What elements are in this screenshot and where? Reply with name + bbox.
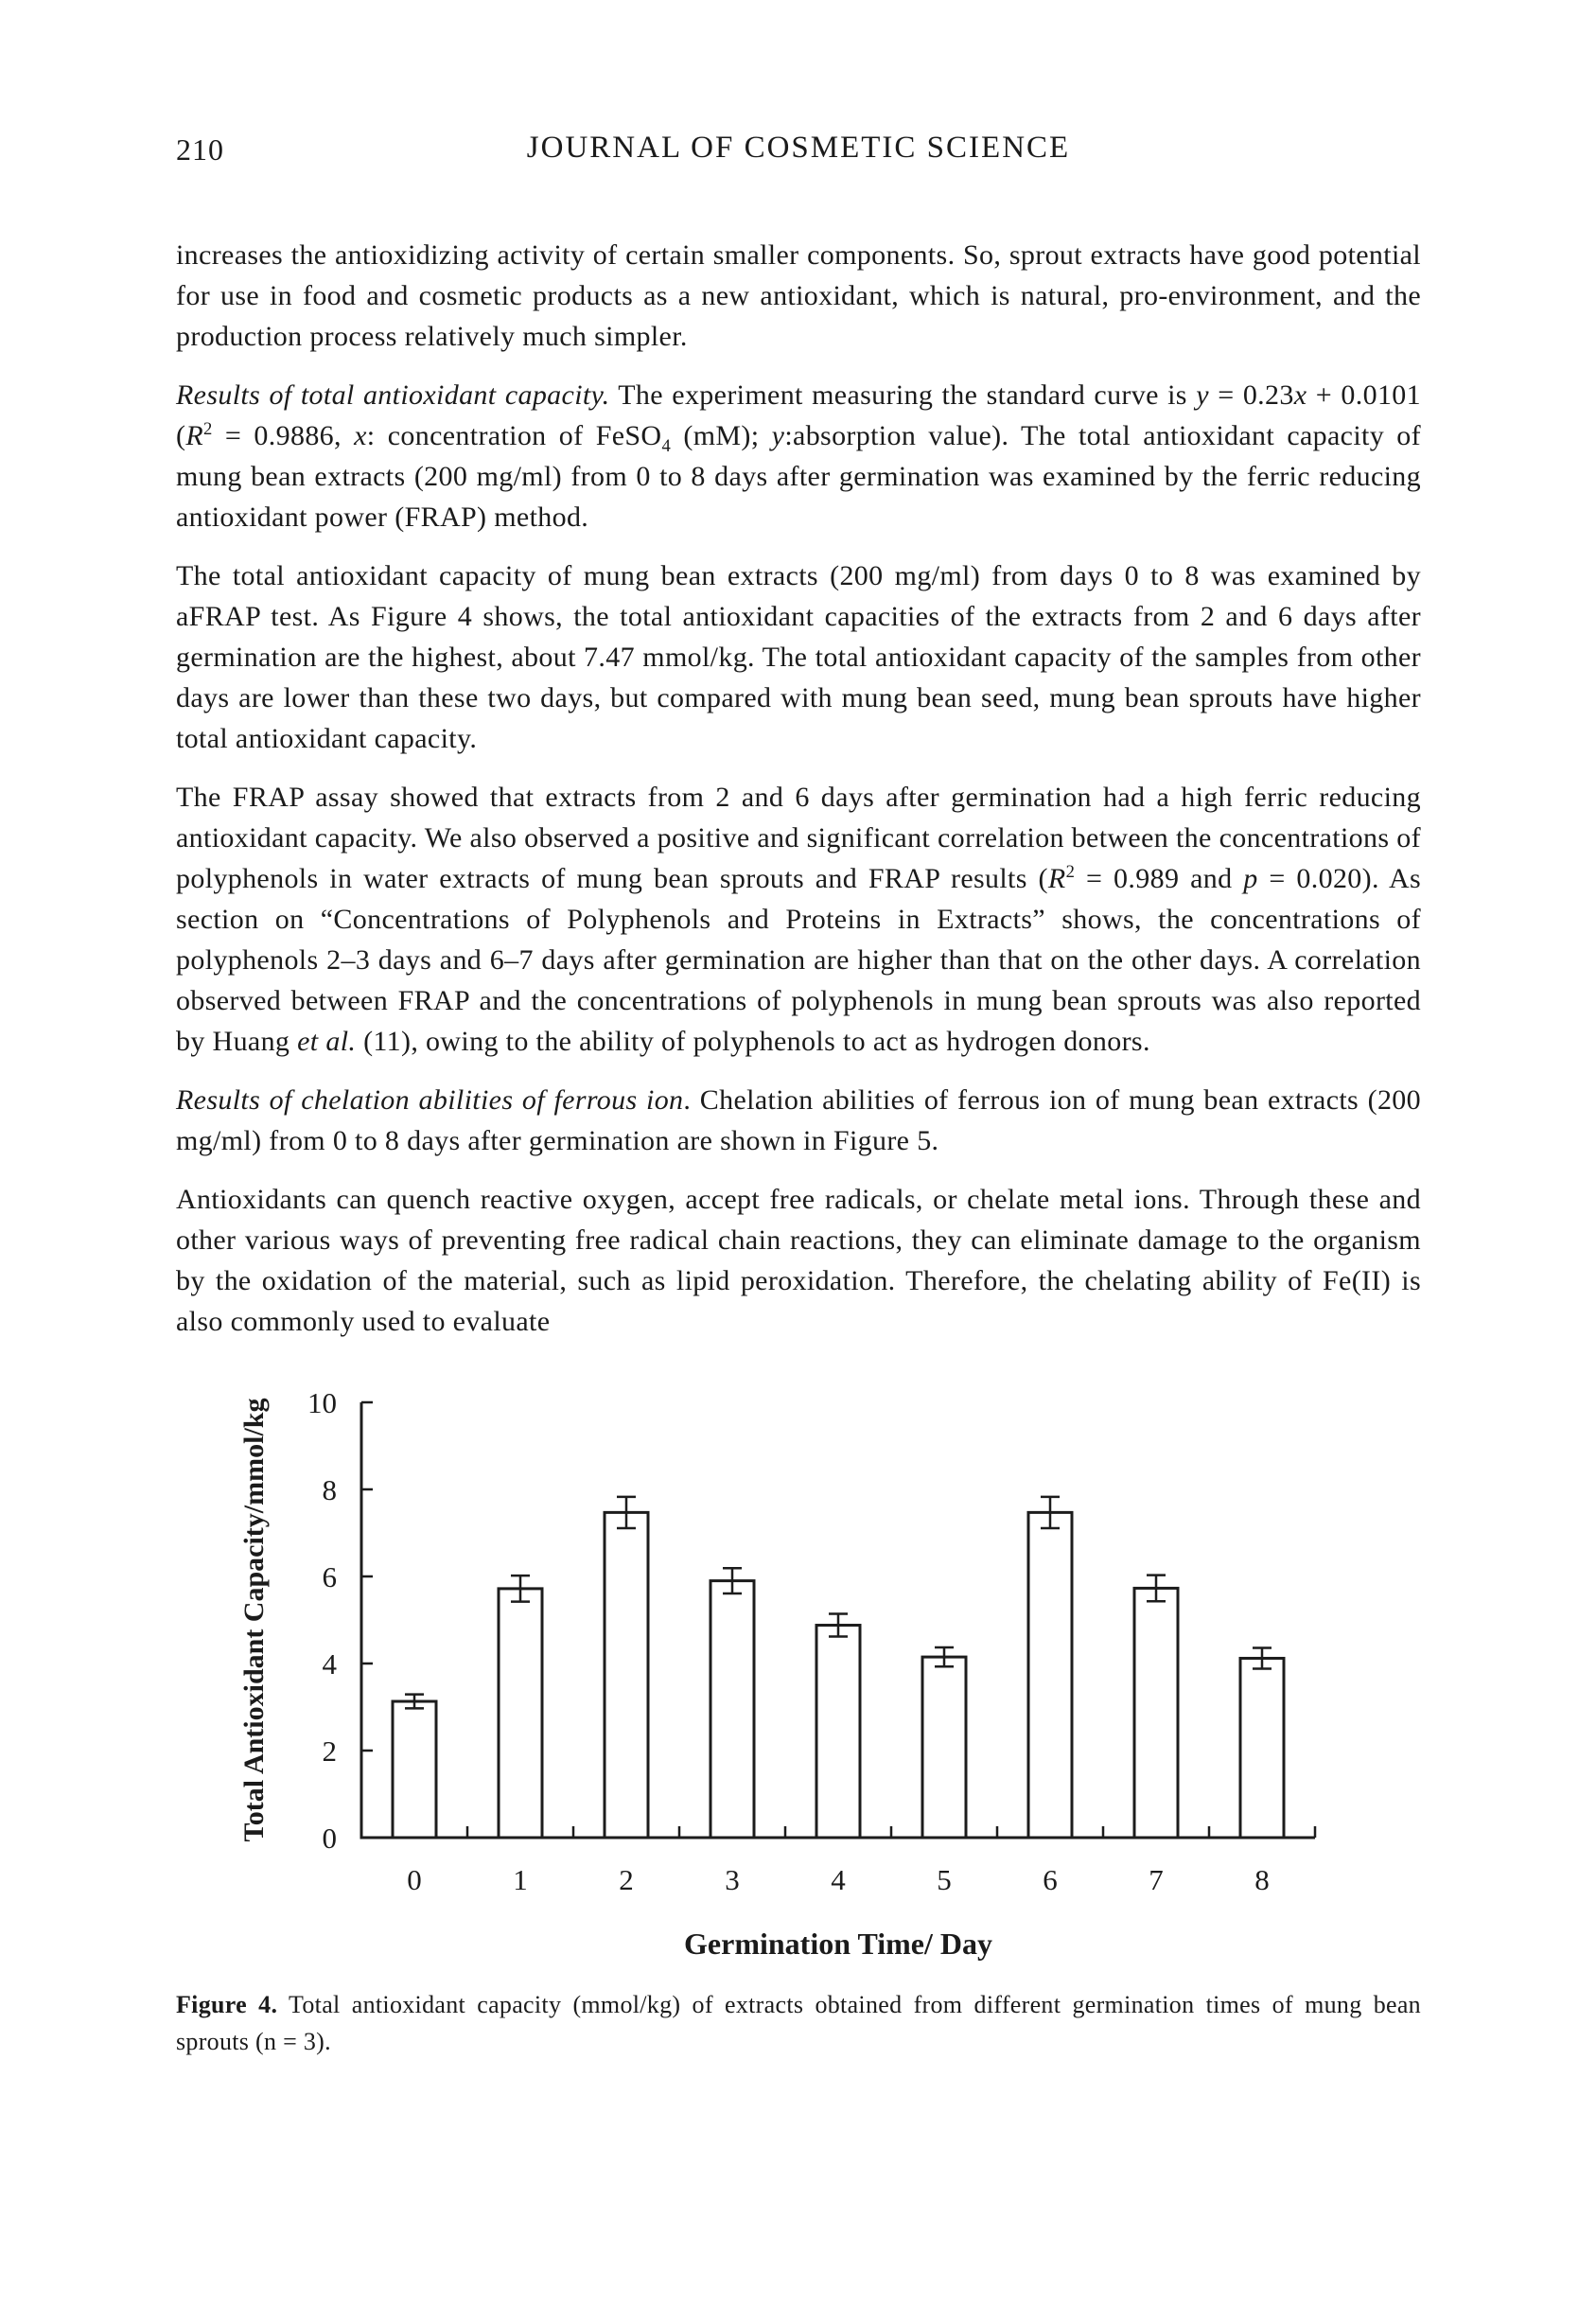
- x-tick-label-6: 6: [1043, 1863, 1058, 1896]
- figure-caption-text: Total antioxidant capacity (mmol/kg) of extracts obtained from different germination times of mung bean sprouts (n = 3).: [176, 1991, 1421, 2055]
- bar-day-5: [922, 1657, 966, 1838]
- body-paragraph-2: Results of total antioxidant capacity. The experiment measuring the standard curve is y = 0.23x + 0.0101 ($R^2 = 0.9886$, x: concentration of FeSO$_4$ (mM); y:absorption value). The total antioxidant capacity of mung bean extracts (200 mg/ml) from 0 to 8 days after germination was examined by the ferric reducing antioxidant power (FRAP) method.: [176, 379, 1421, 533]
- figure4-bar-chart: [235, 1383, 1389, 1968]
- x-tick-label-4: 4: [831, 1863, 846, 1896]
- body-paragraph-5: Results of chelation abilities of ferrous ion. Chelation abilities of ferrous ion of mung bean extracts (200 mg/ml) from 0 to 8 days after germination are shown in Figure 5.: [176, 1084, 1421, 1156]
- body-paragraph-1: increases the antioxidizing activity of certain smaller components. So, sprout extracts have good potential for use in food and cosmetic products as a new antioxidant, which is natural, pro-environment, and the production process relatively much simpler.: [176, 239, 1421, 352]
- bar-day-8: [1240, 1658, 1284, 1838]
- body-paragraph-3: The total antioxidant capacity of mung bean extracts (200 mg/ml) from days 0 to 8 was examined by aFRAP test. As Figure 4 shows, the total antioxidant capacities of the extracts from 2 and 6 days after germination are the highest, about 7.47 mmol/kg. The total antioxidant capacity of the samples from other days are lower than these two days, but compared with mung bean seed, mung bean sprouts have higher total antioxidant capacity.: [176, 560, 1421, 754]
- y-tick-label-2: 2: [322, 1734, 337, 1768]
- bar-day-0: [393, 1701, 436, 1838]
- bar-day-1: [499, 1589, 542, 1838]
- x-tick-label-7: 7: [1149, 1863, 1164, 1896]
- body-paragraph-6: Antioxidants can quench reactive oxygen, accept free radicals, or chelate metal ions. Through these and other various ways of preventing free radical chain reactions, they can eliminate damage to the organism by the oxidation of the material, such as lipid peroxidation. Therefore, the chelating ability of Fe(II) is also commonly used to evaluate: [176, 1184, 1421, 1337]
- x-tick-label-5: 5: [937, 1863, 952, 1896]
- x-tick-label-1: 1: [513, 1863, 528, 1896]
- y-tick-label-6: 6: [322, 1560, 337, 1593]
- page-header: [176, 131, 1421, 170]
- x-axis-title: Germination Time/ Day: [684, 1927, 992, 1961]
- y-tick-label-0: 0: [322, 1822, 337, 1855]
- journal-title: JOURNAL OF COSMETIC SCIENCE: [526, 131, 1071, 165]
- x-tick-label-8: 8: [1254, 1863, 1270, 1896]
- page-number: 210: [176, 132, 224, 167]
- x-tick-label-3: 3: [725, 1863, 740, 1896]
- figure-caption-label: Figure 4.: [176, 1991, 278, 2018]
- article-body: [176, 235, 1421, 1342]
- x-tick-label-2: 2: [619, 1863, 634, 1896]
- bar-day-6: [1028, 1512, 1072, 1838]
- bar-day-3: [710, 1581, 754, 1838]
- y-tick-label-8: 8: [322, 1473, 337, 1506]
- y-tick-label-10: 10: [307, 1386, 337, 1419]
- bar-day-7: [1134, 1588, 1178, 1838]
- figure4: [235, 1383, 1421, 1973]
- body-paragraph-4: The FRAP assay showed that extracts from 2 and 6 days after germination had a high ferric reducing antioxidant capacity. We also observed a positive and significant correlation between the concentrations of polyphenols in water extracts of mung bean sprouts and FRAP results ($R^2 = 0.989$ and p = 0.020). As section on “Concentrations of Polyphenols and Proteins in Extracts” shows, the concentrations of polyphenols 2–3 days and 6–7 days after germination are higher than that on the other days. A correlation observed between FRAP and the concentrations of polyphenols in mung bean sprouts was also reported by Huang et al. (11), owing to the ability of polyphenols to act as hydrogen donors.: [176, 782, 1421, 1057]
- bar-day-2: [605, 1512, 648, 1838]
- figure-caption: [176, 1986, 1421, 2060]
- y-tick-label-4: 4: [322, 1647, 337, 1681]
- bar-day-4: [816, 1626, 860, 1838]
- x-tick-label-0: 0: [407, 1863, 422, 1896]
- y-axis-title: Total Antioxidant Capacity/mmol/kg: [238, 1398, 270, 1842]
